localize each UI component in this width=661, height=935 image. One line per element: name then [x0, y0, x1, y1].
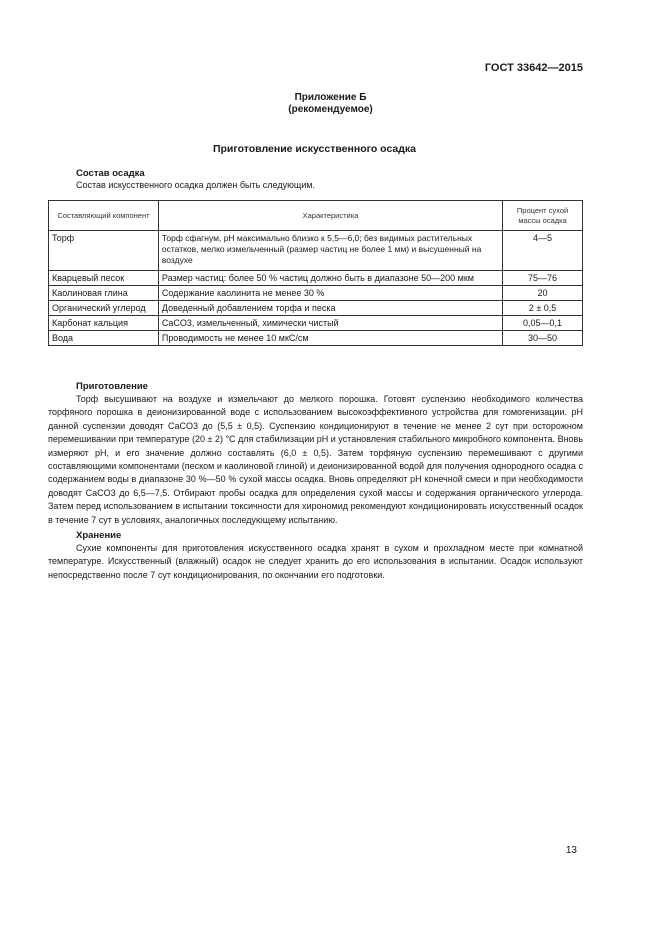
column-header-component: Составляющий компонент — [49, 201, 159, 231]
table-cell: Доведенный добавлением торфа и песка — [158, 301, 502, 316]
storage-heading: Хранение — [76, 530, 122, 541]
table-row — [49, 316, 583, 331]
table-cell: 75—76 — [503, 271, 583, 286]
document-title: Приготовление искусственного осадка — [212, 143, 417, 155]
table-cell: Размер частиц: более 50 % частиц должно быть в диапазоне 50—200 мкм — [158, 271, 502, 286]
annex-status: (рекомендуемое) — [288, 104, 373, 115]
table-row — [49, 301, 583, 316]
composition-intro: Состав искусственного осадка должен быть следующим. — [76, 180, 315, 190]
composition-heading: Состав осадка — [76, 168, 145, 179]
storage-text: Сухие компоненты для приготовления искусственного осадка хранят в сухом и прохладном месте при комнатной температуре. Искусственный (влажный) осадок не следует хранить до его использования в испытании. Осадок используют непосредственно после 7 сут кондиционирования, по окончании его подготовки. — [48, 543, 583, 580]
table-cell: Кварцевый песок — [49, 271, 159, 286]
standard-code: ГОСТ 33642—2015 — [484, 62, 583, 74]
preparation-text: Торф высушивают на воздухе и измельчают до мелкого порошка. Готовят суспензию необходимого количества торфяного порошка в деионизированной воде с использованием высокоэффективного устройства для гомогенизации. pH данной суспензии доводят CaCO3 до (5,5 ± 0,5). Суспензию кондиционируют в течение не менее 2 сут при осторожном перемешивании при температуре (20 ± 2) °С для стабилизации pH и установления стабильного микробного компонента. Вновь измеряют pH, и его значение должно составлять (6,0 ± 0,5). Затем торфяную суспензию перемешивают с другими составляющими компонентами (песком и каолиновой глиной) и деионизированной водой для получения однородного осадка с содержанием воды в диапазоне 30 %—50 % сухой массы осадка. Вновь определяют pH конечной смеси и при необходимости доводят CaCO3 до 6,5—7,5. Отбирают пробы осадка для определения сухой массы и содержания органического углерода. Затем перед использованием в испытании токсичности для хирономид рекомендуют кондиционировать искусственный осадок в течение 7 сут в условиях, аналогичных последующему испытанию. — [48, 394, 584, 525]
table-cell: 4—5 — [503, 231, 583, 271]
annex-header — [0, 92, 661, 116]
table-cell: 20 — [503, 286, 583, 301]
column-header-characteristic: Характеристика — [158, 201, 502, 231]
table-cell: 2 ± 0,5 — [503, 301, 583, 316]
table-cell: CaCO3, измельченный, химически чистый — [158, 316, 502, 331]
table-cell: Проводимость не менее 10 мкС/см — [158, 331, 502, 346]
table-cell: 0,05—0,1 — [503, 316, 583, 331]
table-cell: Органический углерод — [49, 301, 159, 316]
annex-title: Приложение Б — [294, 92, 367, 103]
table-row — [49, 286, 583, 301]
table-cell: Торф сфагнум, pH максимально близко к 5,5—6,0; без видимых растительных остатков, мелко измельченный (размер частиц не более 1 мм) и высушенный на воздухе — [158, 231, 502, 271]
table-row — [49, 271, 583, 286]
table-cell: Карбонат кальция — [49, 316, 159, 331]
table-cell: Вода — [49, 331, 159, 346]
table-row — [49, 231, 583, 271]
page-number: 13 — [565, 845, 577, 856]
column-header-percent: Процент сухой массы осадка — [503, 201, 583, 231]
composition-table — [48, 200, 583, 346]
preparation-heading: Приготовление — [76, 381, 148, 392]
table-cell: Каолиновая глина — [49, 286, 159, 301]
table-cell: Торф — [49, 231, 159, 271]
table-cell: 30—50 — [503, 331, 583, 346]
table-header-row — [49, 201, 583, 231]
table-cell: Содержание каолинита не менее 30 % — [158, 286, 502, 301]
table-row — [49, 331, 583, 346]
